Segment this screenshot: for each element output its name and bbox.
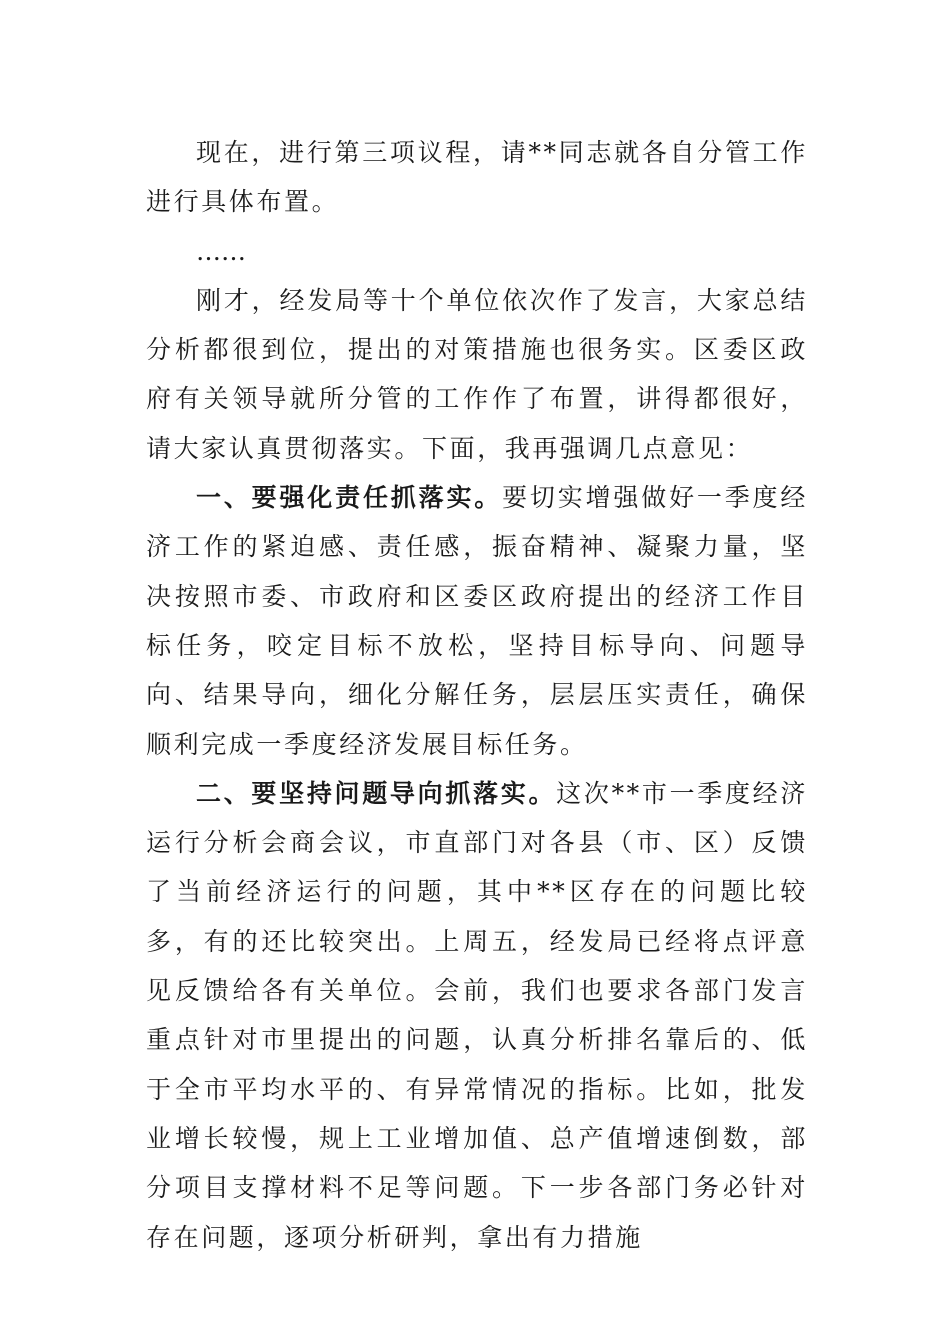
paragraph-text: 刚才，经发局等十个单位依次作了发言，大家总结分析都很到位，提出的对策措施也很务实。区委区政府有关领导就所分管的工作作了布置，讲得都很好，请大家认真贯彻落实。下面，我再强调几点意见： [146,285,808,463]
paragraph-ellipsis [146,227,808,276]
paragraph-summary [146,276,808,473]
point-heading: 一、要强化责任抓落实。 [196,483,503,513]
point-heading: 二、要坚持问题导向抓落实。 [196,778,557,808]
paragraph-point-one [146,473,808,769]
ellipsis-text: …… [196,236,246,266]
document-body [146,128,808,1262]
paragraph-point-two [146,769,808,1262]
paragraph-text: 要切实增强做好一季度经济工作的紧迫感、责任感，振奋精神、凝聚力量，坚决按照市委、市政府和区委区政府提出的经济工作目标任务，咬定目标不放松，坚持目标导向、问题导向、结果导向，细化分解任务，层层压实责任，确保顺利完成一季度经济发展目标任务。 [146,483,808,759]
paragraph-text: 这次**市一季度经济运行分析会商会议，市直部门对各县（市、区）反馈了当前经济运行的问题，其中**区存在的问题比较多，有的还比较突出。上周五，经发局已经将点评意见反馈给各有关单位。会前，我们也要求各部门发言重点针对市里提出的问题，认真分析排名靠后的、低于全市平均水平的、有异常情况的指标。比如，批发业增长较慢，规上工业增加值、总产值增速倒数，部分项目支撑材料不足等问题。下一步各部门务必针对存在问题，逐项分析研判，拿出有力措施 [146,778,808,1252]
paragraph-text: 现在，进行第三项议程，请**同志就各自分管工作进行具体布置。 [146,138,808,217]
paragraph-agenda [146,128,808,227]
